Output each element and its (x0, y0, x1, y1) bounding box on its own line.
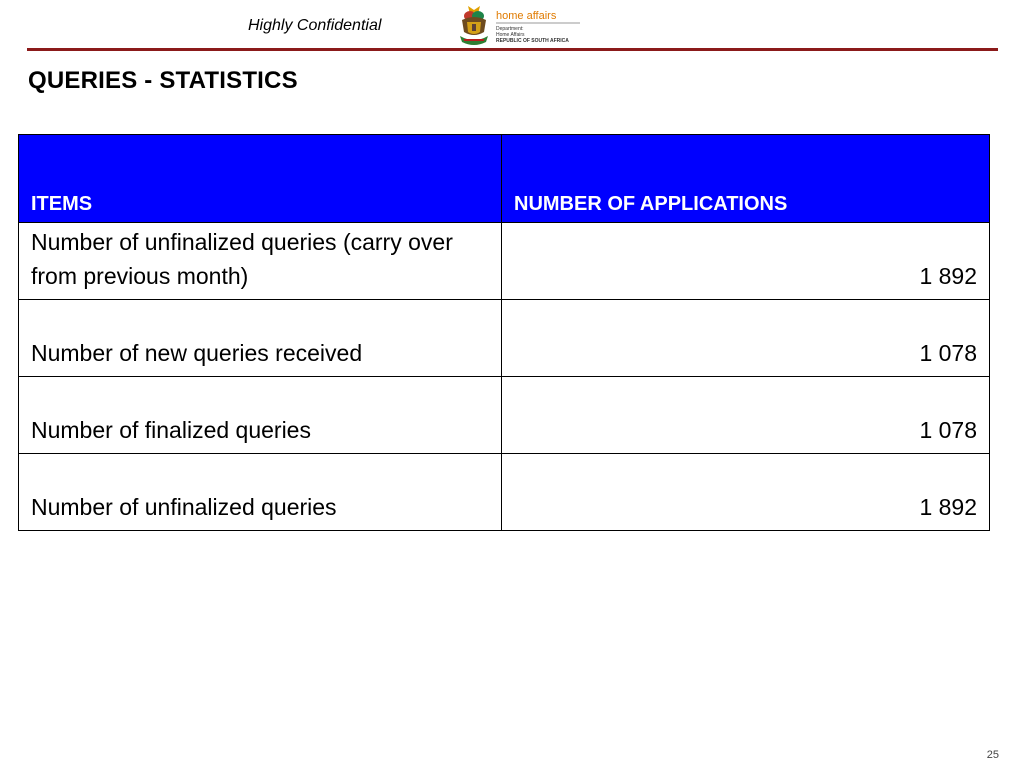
row-value: 1 892 (502, 454, 990, 531)
row-item: Number of unfinalized queries (19, 454, 502, 531)
page-number: 25 (986, 749, 999, 761)
confidential-label: Highly Confidential (248, 17, 382, 34)
table-header-row (19, 135, 990, 223)
page-title: QUERIES - STATISTICS (28, 67, 298, 94)
statistics-table (18, 134, 990, 531)
logo-line1: Department: (496, 26, 524, 32)
coat-of-arms-icon (460, 6, 488, 45)
logo-name: home affairs (496, 10, 557, 22)
header-rule (27, 48, 998, 51)
logo-line3: REPUBLIC OF SOUTH AFRICA (496, 38, 569, 44)
row-value: 1 078 (502, 377, 990, 454)
row-value: 1 892 (502, 223, 990, 300)
row-item: Number of finalized queries (19, 377, 502, 454)
table-row (19, 377, 990, 454)
row-value: 1 078 (502, 300, 990, 377)
row-item: Number of new queries received (19, 300, 502, 377)
logo-line2: Home Affairs (496, 32, 525, 38)
column-header-applications: NUMBER OF APPLICATIONS (502, 135, 990, 223)
table-row (19, 300, 990, 377)
table-row (19, 223, 990, 300)
row-item: Number of unfinalized queries (carry over from previous month) (19, 223, 502, 300)
home-affairs-logo (452, 2, 582, 50)
table-row (19, 454, 990, 531)
column-header-items: ITEMS (19, 135, 502, 223)
